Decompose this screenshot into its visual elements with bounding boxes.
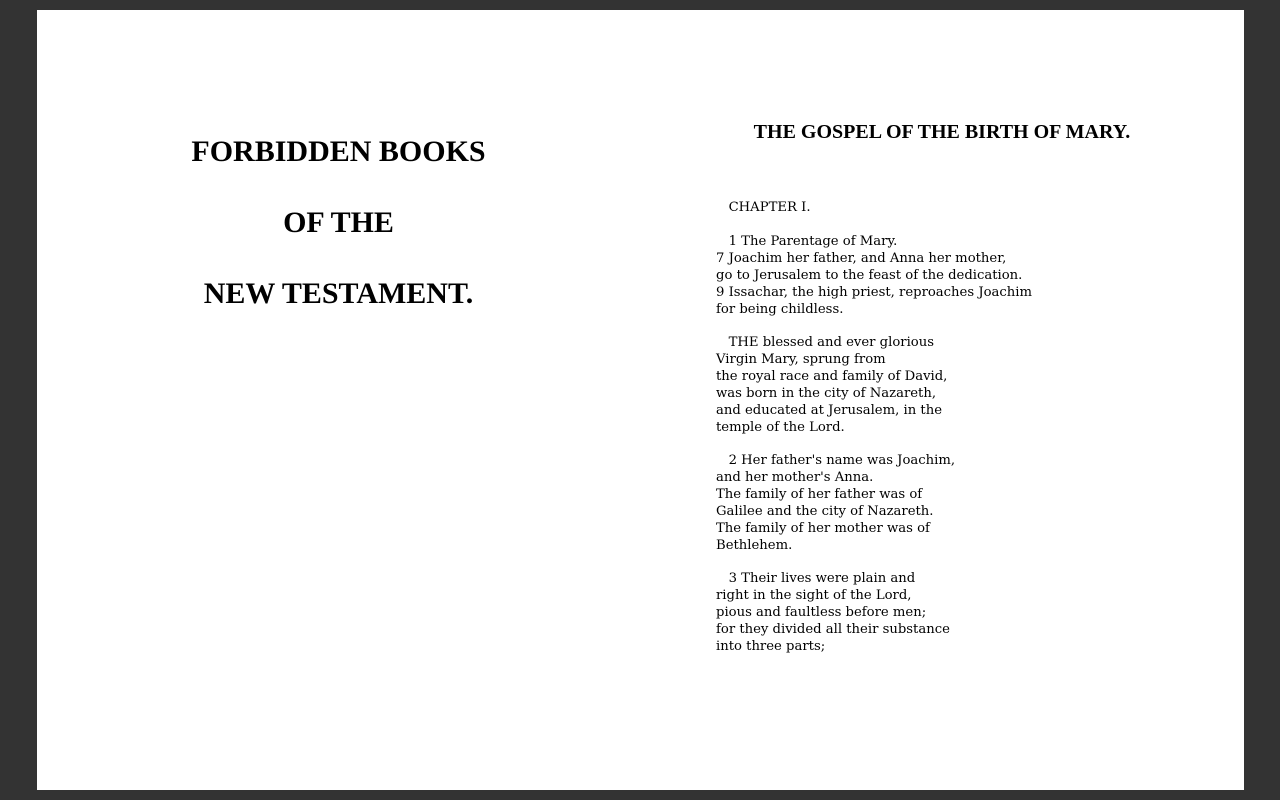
gospel-heading: THE GOSPEL OF THE BIRTH OF MARY. bbox=[753, 121, 1131, 143]
chapter-body bbox=[716, 199, 1136, 671]
book-title-line-2: OF THE bbox=[283, 206, 394, 239]
chapter-summary: 1 The Parentage of Mary. 7 Joachim her father, and Anna her mother, go to Jerusalem to the feast of the dedication. 9 Issachar, the high priest, reproaches Joachim for being childless. bbox=[716, 234, 1033, 317]
verse-paragraph: 2 Her father's name was Joachim, and her mother's Anna. The family of her father was of Galilee and the city of Nazareth. The family of her mother was of Bethlehem. bbox=[716, 453, 956, 553]
verse-paragraph: THE blessed and ever glorious Virgin Mary, sprung from the royal race and family of David, was born in the city of Nazareth, and educated at Jerusalem, in the temple of the Lord. bbox=[716, 335, 948, 435]
book-title-line-1: FORBIDDEN BOOKS bbox=[191, 135, 486, 168]
page-spread bbox=[37, 10, 1244, 790]
verse-paragraph: 3 Their lives were plain and right in the sight of the Lord, pious and faultless before men; for they divided all their substance into three parts; bbox=[716, 571, 950, 654]
right-page bbox=[640, 10, 1244, 790]
chapter-label: CHAPTER I. bbox=[716, 200, 811, 215]
book-title-line-3: NEW TESTAMENT. bbox=[203, 277, 474, 310]
left-page bbox=[37, 10, 640, 790]
